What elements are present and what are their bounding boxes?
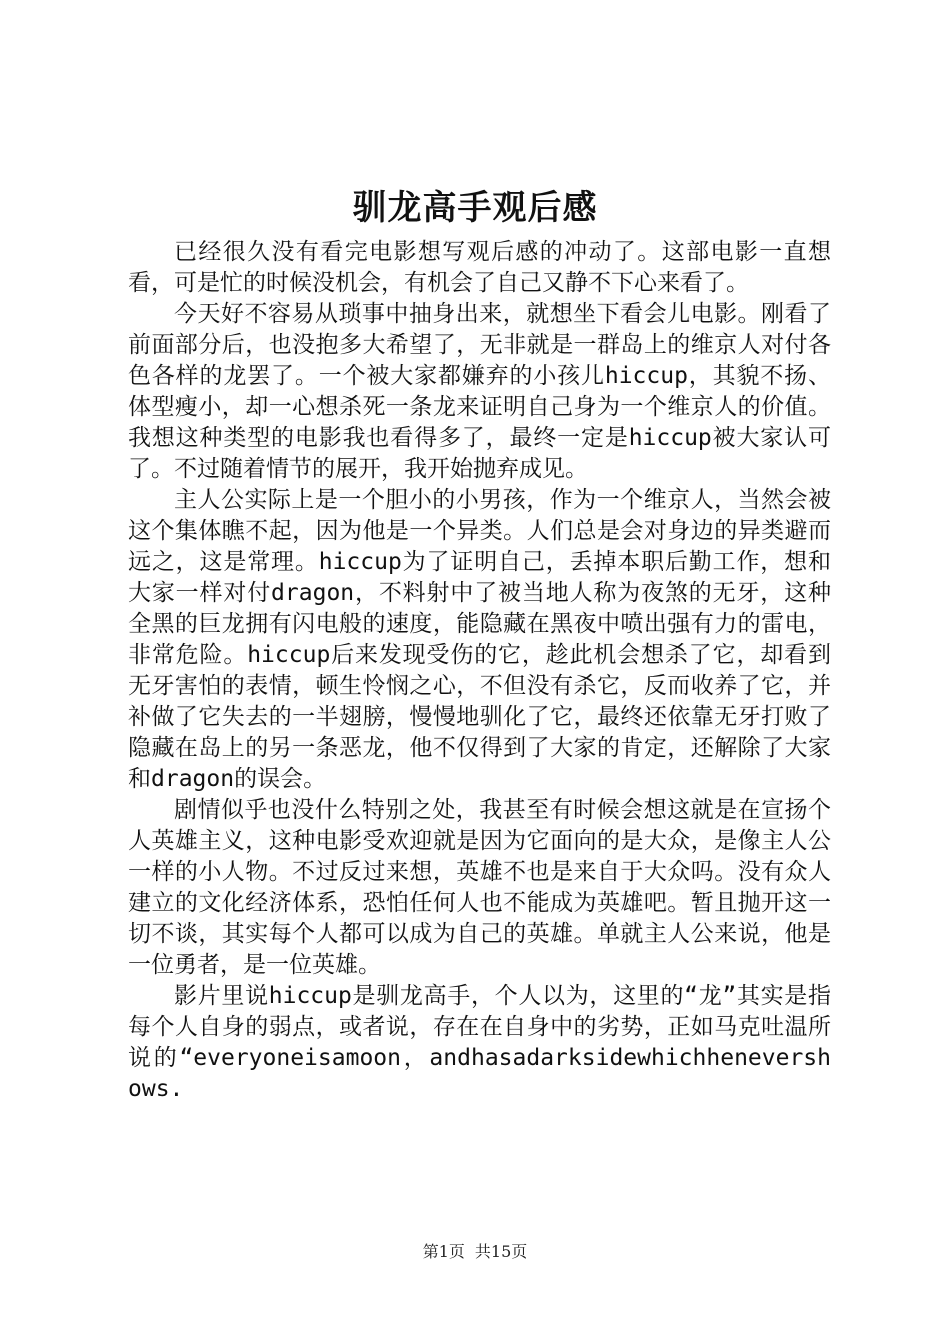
paragraph: 影片里说hiccup是驯龙高手，个人以为，这里的“龙”其实是指每个人自身的弱点，或者说，存在在自身中的劣势，正如马克吐温所说的“everyoneisamoon，andhasadarksidewhichhenevershows. bbox=[128, 983, 831, 1102]
paragraph: 剧情似乎也没什么特别之处，我甚至有时候会想这就是在宣扬个人英雄主义，这种电影受欢迎就是因为它面向的是大众，是像主人公一样的小人物。不过反过来想，英雄不也是来自于大众吗。没有众人建立的文化经济体系，恐怕任何人也不能成为英雄吧。暂且抛开这一切不谈，其实每个人都可以成为自己的英雄。单就主人公来说，他是一位勇者，是一位英雄。 bbox=[128, 797, 831, 978]
page-total: 共15页 bbox=[474, 1242, 528, 1261]
document-title: 驯龙高手观后感 bbox=[352, 188, 598, 228]
page-footer bbox=[0, 1240, 950, 1264]
paragraph: 已经很久没有看完电影想写观后感的冲动了。这部电影一直想看，可是忙的时候没机会，有机会了自己又静不下心来看了。 bbox=[128, 239, 831, 296]
paragraph: 主人公实际上是一个胆小的小男孩，作为一个维京人，当然会被这个集体瞧不起，因为他是一个异类。人们总是会对身边的异类避而远之，这是常理。hiccup为了证明自己，丢掉本职后勤工作，想和大家一样对付dragon，不料射中了被当地人称为夜煞的无牙，这种全黑的巨龙拥有闪电般的速度，能隐藏在黑夜中喷出强有力的雷电，非常危险。hiccup后来发现受伤的它，趁此机会想杀了它，却看到无牙害怕的表情，顿生怜悯之心，不但没有杀它，反而收养了它，并补做了它失去的一半翅膀，慢慢地驯化了它，最终还依靠无牙打败了隐藏在岛上的另一条恶龙，他不仅得到了大家的肯定，还解除了大家和dragon的误会。 bbox=[128, 487, 831, 792]
document-body bbox=[128, 237, 831, 1105]
paragraph: 今天好不容易从琐事中抽身出来，就想坐下看会儿电影。刚看了前面部分后，也没抱多大希望了，无非就是一群岛上的维京人对付各色各样的龙罢了。一个被大家都嫌弃的小孩儿hiccup，其貌不扬、体型瘦小，却一心想杀死一条龙来证明自己身为一个维京人的价值。我想这种类型的电影我也看得多了，最终一定是hiccup被大家认可了。不过随着情节的展开，我开始抛弃成见。 bbox=[128, 301, 831, 482]
page-number: 第1页 bbox=[422, 1242, 465, 1261]
